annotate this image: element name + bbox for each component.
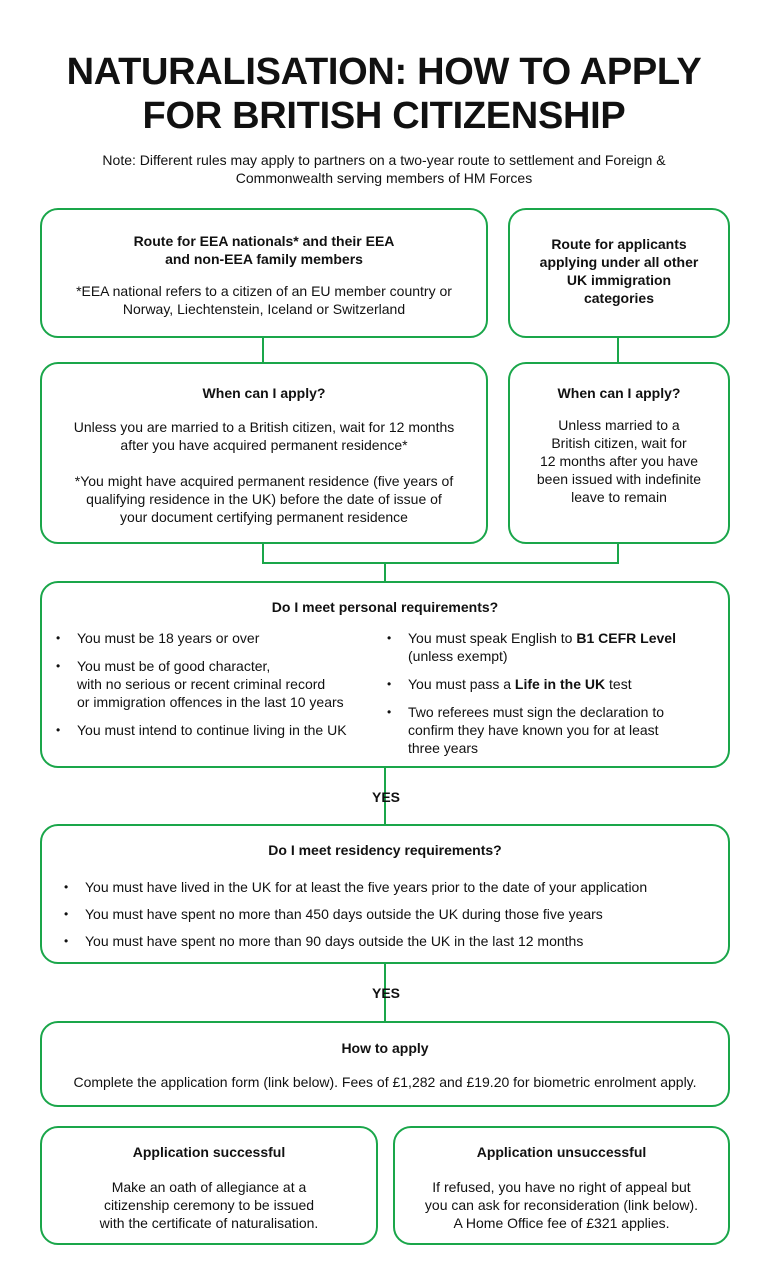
other-when-heading: When can I apply? <box>557 385 681 401</box>
connector-merge-horizontal <box>262 562 619 564</box>
personal-requirements-left-list <box>56 629 396 739</box>
residency-requirements-heading: Do I meet residency requirements? <box>268 842 502 858</box>
other-route-heading: Route for applicants applying under all other UK immigration categories <box>539 236 699 306</box>
application-unsuccessful-box <box>393 1126 730 1245</box>
eea-when-box <box>40 362 488 544</box>
personal-requirements-right-list <box>387 629 717 757</box>
list-item: • You must pass a Life in the UK test <box>387 675 717 693</box>
page-title-line-2: FOR BRITISH CITIZENSHIP <box>142 95 626 137</box>
list-item: • You must have lived in the UK for at least the five years prior to the date of your application <box>64 878 714 896</box>
personal-requirements-box <box>40 581 730 768</box>
list-item: • You must be 18 years or over <box>56 629 396 647</box>
connector-other-route-to-when <box>617 337 619 363</box>
note-text: Note: Different rules may apply to partners on a two-year route to settlement and Foreign & Commonwealth serving members of HM Forces <box>102 152 666 186</box>
eea-when-heading: When can I apply? <box>202 385 326 401</box>
list-item: • Two referees must sign the declaration to confirm they have known you for at least three years <box>387 703 717 757</box>
yes-label-residency: YES <box>372 985 401 1001</box>
yes-label-personal: YES <box>372 789 401 805</box>
list-item: • You must speak English to B1 CEFR Level (unless exempt) <box>387 629 717 665</box>
application-unsuccessful-heading: Application unsuccessful <box>476 1144 647 1160</box>
eea-route-footnote: *EEA national refers to a citizen of an EU member country or Norway, Liechtenstein, Iceland or Switzerland <box>76 283 452 317</box>
page-title-line-1: NATURALISATION: HOW TO APPLY <box>66 51 702 93</box>
connector-other-when-down <box>617 543 619 563</box>
other-when-box <box>508 362 730 544</box>
connector-eea-route-to-when <box>262 337 264 363</box>
other-route-box <box>508 208 730 338</box>
other-when-text: Unless married to a British citizen, wait for 12 months after you have been issued with indefinite leave to remain <box>536 417 702 505</box>
connector-eea-when-down <box>262 543 264 563</box>
page-title <box>0 50 768 138</box>
residency-requirements-box <box>40 824 730 964</box>
list-item: • You must have spent no more than 90 days outside the UK in the last 12 months <box>64 932 714 950</box>
list-item: • You must be of good character, with no serious or recent criminal record or immigration offences in the last 10 years <box>56 657 396 711</box>
list-item: • You must have spent no more than 450 days outside the UK during those five years <box>64 905 714 923</box>
how-to-apply-text: Complete the application form (link below). Fees of £1,282 and £19.20 for biometric enrolment apply. <box>73 1074 697 1090</box>
list-item: • You must intend to continue living in the UK <box>56 721 396 739</box>
personal-requirements-heading: Do I meet personal requirements? <box>271 599 499 615</box>
residency-requirements-list <box>64 878 714 950</box>
eea-when-footnote: *You might have acquired permanent residence (five years of qualifying residence in the UK) before the date of issue of your document certifying permanent residence <box>74 473 454 525</box>
eea-when-wait-text: Unless you are married to a British citizen, wait for 12 months after you have acquired permanent residence* <box>73 419 455 453</box>
how-to-apply-heading: How to apply <box>341 1040 429 1056</box>
connector-merge-to-personal <box>384 562 386 582</box>
application-successful-heading: Application successful <box>132 1144 286 1160</box>
application-successful-box <box>40 1126 378 1245</box>
eea-route-box <box>40 208 488 338</box>
application-unsuccessful-text: If refused, you have no right of appeal but you can ask for reconsideration (link below). A Home Office fee of £321 applies. <box>424 1179 699 1231</box>
eea-route-heading: Route for EEA nationals* and their EEA and non-EEA family members <box>133 233 395 267</box>
application-successful-text: Make an oath of allegiance at a citizenship ceremony to be issued with the certificate of naturalisation. <box>99 1179 319 1231</box>
how-to-apply-box <box>40 1021 730 1107</box>
